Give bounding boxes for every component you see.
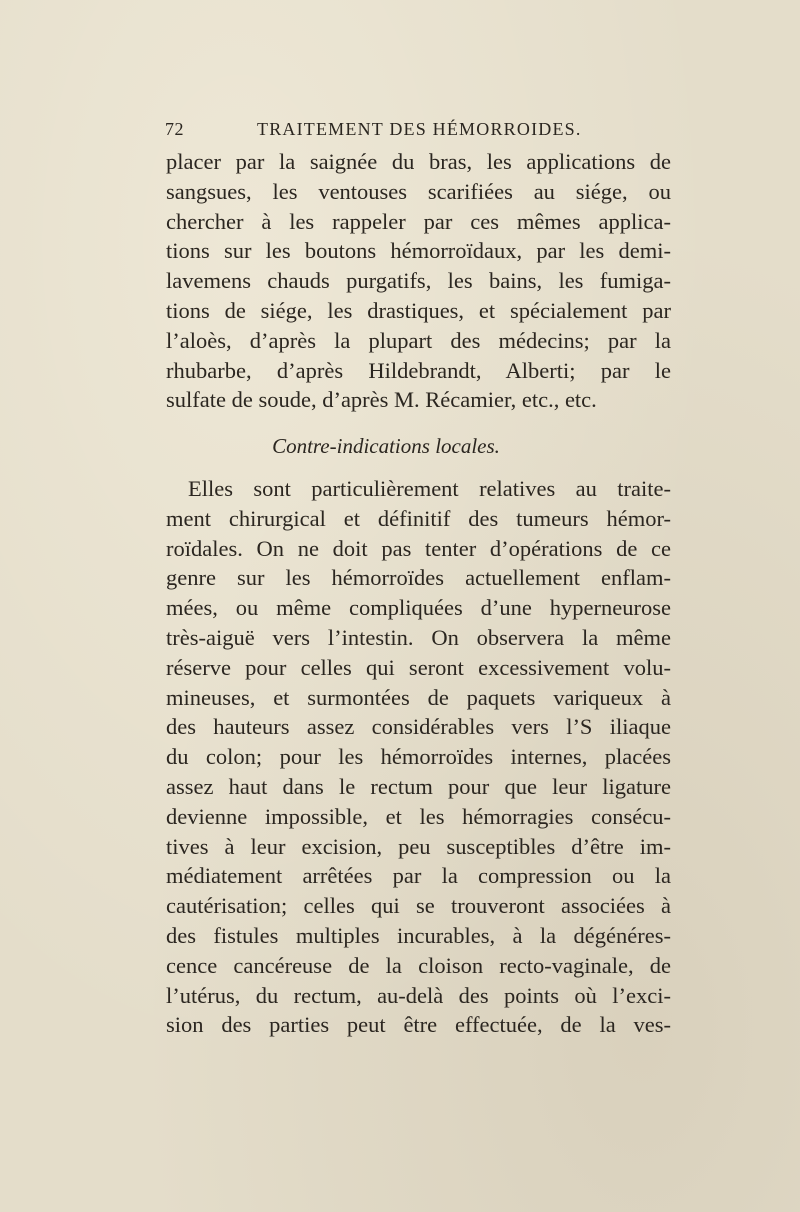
text-line: l’utérus, du rectum, au-delà des points où l’exci- bbox=[166, 982, 671, 1008]
text-line: cautérisation; celles qui se trouveront associées à bbox=[166, 893, 671, 919]
text-line: genre sur les hémorroïdes actuellement enflam- bbox=[166, 565, 671, 591]
text-line: sangsues, les ventouses scarifiées au siége, ou bbox=[166, 178, 671, 204]
text-line: roïdales. On ne doit pas tenter d’opérations de ce bbox=[166, 535, 671, 561]
text-line: placer par la saignée du bras, les applications de bbox=[166, 149, 671, 174]
page-number: 72 bbox=[165, 119, 184, 139]
text-line: Elles sont particulièrement relatives au traite- bbox=[188, 476, 671, 501]
text-line: des hauteurs assez considérables vers l’S iliaque bbox=[166, 714, 671, 740]
text-line: lavemens chauds purgatifs, les bains, les fumiga- bbox=[166, 268, 671, 294]
text-line: mées, ou même compliquées d’une hyperneurose bbox=[166, 595, 671, 621]
paragraph-contra-indications bbox=[166, 474, 671, 1040]
text-line: tions sur les boutons hémorroïdaux, par les demi- bbox=[166, 238, 671, 264]
text-line: rhubarbe, d’après Hildebrandt, Alberti; par le bbox=[166, 357, 671, 383]
text-line: devienne impossible, et les hémorragies consécu- bbox=[166, 803, 671, 829]
text-line: réserve pour celles qui seront excessivement volu- bbox=[166, 654, 671, 680]
text-line: ment chirurgical et définitif des tumeurs hémor- bbox=[166, 505, 671, 531]
running-title: TRAITEMENT DES HÉMORROIDES. bbox=[257, 119, 582, 139]
section-subheading: Contre-indications locales. bbox=[272, 434, 500, 458]
text-line: très-aiguë vers l’intestin. On observera la même bbox=[166, 624, 671, 650]
text-line: sion des parties peut être effectuée, de la ves- bbox=[166, 1012, 671, 1038]
text-line: mineuses, et surmontées de paquets variqueux à bbox=[166, 684, 671, 710]
page-header bbox=[165, 119, 670, 143]
text-line: tives à leur excision, peu susceptibles d’être im- bbox=[166, 833, 671, 859]
text-line: assez haut dans le rectum pour que leur ligature bbox=[166, 773, 671, 799]
text-line: médiatement arrêtées par la compression ou la bbox=[166, 863, 671, 889]
text-line: sulfate de soude, d’après M. Récamier, etc., etc. bbox=[166, 387, 597, 413]
text-line: du colon; pour les hémorroïdes internes, placées bbox=[166, 744, 671, 770]
paragraph-continuation bbox=[166, 147, 671, 415]
text-line: des fistules multiples incurables, à la dégénéres- bbox=[166, 922, 671, 948]
text-line: tions de siége, les drastiques, et spécialement par bbox=[166, 297, 671, 323]
text-line: chercher à les rappeler par ces mêmes applica- bbox=[166, 208, 671, 234]
text-line: l’aloès, d’après la plupart des médecins; par la bbox=[166, 327, 671, 353]
text-line: cence cancéreuse de la cloison recto-vaginale, de bbox=[166, 952, 671, 978]
